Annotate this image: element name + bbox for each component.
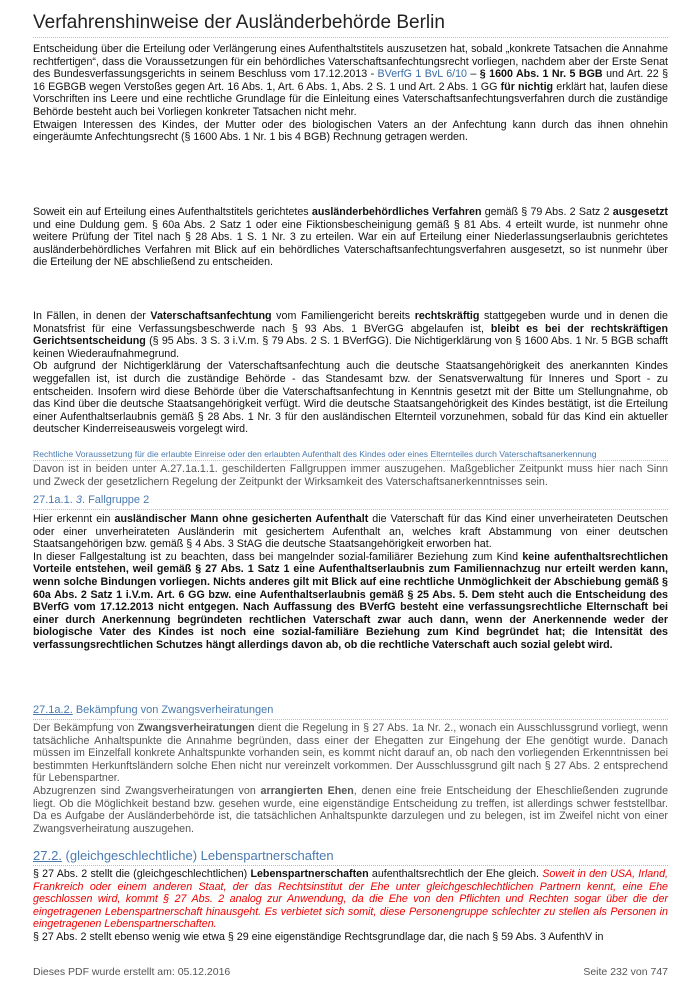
footer-created-date: Dieses PDF wurde erstellt am: 05.12.2016	[33, 966, 231, 978]
page-title: Verfahrenshinweise der Ausländerbehörde Berlin	[33, 12, 445, 33]
text-bold: ausgesetzt	[612, 206, 668, 218]
paragraph-proceedings	[33, 206, 668, 269]
section-heading-zwangsverheiratungen	[33, 704, 273, 716]
text: erklärt hat, laufen diese Vorschriften ins Leere und eine rechtliche Grundlage für die Einleitung eines Vaterschaftsanfechtungsverfahren durch die zuständige Behörde besteht auch bei Vorliegen konkreter Tatsachen nicht mehr.	[33, 80, 668, 118]
divider	[33, 37, 668, 38]
text: Hier erkennt ein	[33, 513, 115, 525]
text: , denen eine freie Entscheidung der Eheschließenden zugrunde liegt. Ob die Möglichkeit bestand bzw. gesehen wurde, eine eigenständige Entscheidung zu treffen, ist allerdings schwer feststellbar. Da es Aufgabe der Ausländerbehörde ist, die tatsächlichen Anhaltspunkte darzulegen und zu belegen, ist im Zweifel nicht von einer Zwangsverheiratung auszugehen.	[33, 784, 669, 835]
section-subnumber: 3	[75, 494, 82, 506]
text-bold: Lebenspartnerschaften	[250, 868, 369, 880]
text: aufenthaltsrechtlich der Ehe gleich.	[368, 868, 543, 880]
text: dient die Regelung in § 27 Abs. 1a Nr. 2., wonach ein Ausschlussgrund vorliegt, wenn tatsächliche Anhaltspunkte die Annahme begründen, dass einer der Ehegatten zur Eingehung der Ehe genötigt wurde. Danach müssen im Einzelfall konkrete Anhaltspunkte vorhanden sein, es kommt nicht darauf an, ob nach den vorliegenden Erkenntnissen bei bestimmten Herkunftsländern solche Ehen nicht nur vereinzelt vorkommen. Der Ausschlussgrund gilt nach § 27 Abs. 2 entsprechend für Lebenspartner.	[33, 722, 668, 785]
text: stattgegeben wurde und in denen die Monatsfrist für eine Verfassungsbeschwerde nach § 93 Abs. 1 BVerGG abgelaufen ist,	[33, 310, 669, 335]
paragraph-zwangsverheiratungen	[33, 722, 668, 835]
text-bold: arrangierten Ehen	[260, 784, 354, 797]
paragraph-final-decision	[33, 310, 668, 436]
text: In Fällen, in denen der	[33, 310, 151, 322]
text: –	[467, 68, 480, 81]
section-heading-lebenspartnerschaften	[33, 848, 334, 863]
court-decision-link[interactable]: BVerfG 1 BvL 6/10	[377, 68, 468, 81]
text-bold: ausländerbehördliches Verfahren	[311, 206, 482, 218]
section-title: (gleichgeschlechtliche) Lebenspartnerschaften	[61, 848, 334, 863]
text: Ob aufgrund der Nichtigerklärung der Vaterschaftsanfechtung auch die deutsche Staatsangehörigkeit des anerkannten Kindes weggefallen ist, ist durch die zuständige Behörde - das Standesamt bzw. der Senatsverwaltung für Inneres und Sport - zu entscheiden. Insofern wird diese Behörde über die Vaterschaftsanfechtung in Kenntnis gesetzt mit der Bitte um Stellungnahme, ob das Kind über die deutsche Staatsangehörigkeit verfügt. Wird die deutsche Staatsangehörigkeit des Kindes bestätigt, ist die Erteilung einer Aufenthaltserlaubnis gemäß § 28 Abs. 1 Nr. 3 für den ausländischen Elternteil vorzunehmen, sobald für das Kind ein aktueller deutscher Kinderreiseausweis vorgelegt wird.	[33, 360, 668, 436]
text: Etwaigen Interessen des Kindes, der Mutter oder des biologischen Vaters an der Anfechtung kann durch das ihnen ohnehin eingeräumte Anfechtungsrecht (§ 1600 Abs. 1 Nr. 1 bis 4 BGB) Rechnung getragen werden.	[33, 118, 668, 144]
section-heading-fallgruppe-2	[33, 494, 149, 506]
text-highlighted: Soweit in den USA, Irland, Frankreich oder einem anderen Staat, der das Rechtsinstitut der Ehe unter gleichgeschlechtlichen Partnern kennt, eine Ehe geschlossen wird, kommt § 27 Abs. 2 analog zur Anwendung, da die Ehe von den Pflichten und Rechten sogar über die der eingetragenen Lebenspartnerschaft hinausgeht. Es verbietet sich somit, diese Personengruppe schlechter zu stellen als Personen in eingetragenen Lebenspartnerschaften.	[33, 868, 669, 931]
divider	[33, 719, 668, 720]
paragraph-suspension	[33, 43, 668, 144]
paragraph-timing	[33, 463, 668, 488]
text: die Vaterschaft für das Kind einer unverheirateten Deutschen oder einer unverheirateten Ausländerin mit gesichertem Aufenthalt an, welches kraft Abstammung von einer deutschen Staatsangehörigen bzw. gemäß § 4 Abs. 3 StAG die deutsche Staatsangehörigkeit erworben hat.	[33, 513, 668, 551]
divider	[33, 460, 668, 461]
paragraph-lebenspartnerschaften	[33, 868, 668, 944]
section-number-link[interactable]: 27.2.	[33, 848, 62, 863]
text-bold: bleibt es bei der rechtskräftigen Gerichtsentscheidung	[33, 322, 668, 348]
divider	[33, 509, 668, 510]
section-title: Bekämpfung von Zwangsverheiratungen	[72, 704, 274, 716]
text-bold: ausländischer Mann ohne gesicherten Aufenthalt	[114, 513, 369, 525]
text: In dieser Fallgestaltung ist zu beachten, dass bei mangelnder sozial-familiärer Beziehung zum Kind	[33, 550, 523, 563]
text: (§ 95 Abs. 3 S. 3 i.V.m. § 79 Abs. 2 S. 1 BVerfGG). Die Nichtigerklärung von § 1600 Abs. 1 Nr. 5 BGB schafft keinen Wiederaufnahmegrund.	[33, 335, 668, 360]
text-bold: rechtskräftig	[414, 310, 480, 322]
section-note: Rechtliche Voraussetzung für die erlaubte Einreise oder den erlaubten Aufenthalt des Kindes oder eines Elternteiles durch Vaterschaftsanerkennung	[33, 449, 597, 459]
text: und Art. 22 § 16 EGBGB wegen Verstoßes gegen Art. 16 Abs. 1, Art. 6 Abs. 1, Abs. 2 S. 1 und Art. 2 Abs. 1 GG	[33, 68, 669, 93]
section-title: . Fallgruppe 2	[81, 494, 150, 506]
text: gemäß § 79 Abs. 2 Satz 2	[481, 206, 613, 218]
text: vom Familiengericht bereits	[271, 310, 415, 322]
text: Davon ist in beiden unter A.27.1a.1.1. geschilderten Fallgruppen immer auszugehen. Maßgeblicher Zeitpunkt muss hier nach Sinn und Zweck der gesetzlichern Regelung der Zeitpunkt der Wirksamkeit des Vaterschaftsanerkenntnisses sein.	[33, 463, 668, 488]
text-bold: § 1600 Abs. 1 Nr. 5 BGB	[479, 68, 603, 81]
text-bold: Zwangsverheiratungen	[137, 722, 255, 734]
section-number: 27.1a.1.	[33, 494, 73, 506]
text-bold: Vaterschaftsanfechtung	[150, 310, 272, 322]
text-bold: für nichtig	[500, 80, 554, 93]
section-number-link[interactable]: 27.1a.2.	[33, 704, 73, 716]
paragraph-fallgruppe-2	[33, 513, 668, 652]
text: Entscheidung über die Erteilung oder Verlängerung eines Aufenthaltstitels auszusetzen hat, sobald „konkrete Tatsachen die Annahme rechtfertigen“, dass die Voraussetzungen für ein behördliches Vaterschaftsanfechtungsrecht vorliegen, nachdem aber der Erste Senat des Bundesverfassungsgerichts in seinem Beschluss vom 17.12.2013 -	[33, 43, 668, 81]
text-bold: keine aufenthaltsrechtlichen Vorteile entstehen, weil gemäß § 27 Abs. 1 Satz 1 eine Aufenthaltserlaubnis zum Familiennachzug nur erteilt werden kann, wenn solche Bindungen vorliegen. Nichts anderes gilt mit Blick auf eine rechtliche Unmöglichkeit der Abschiebung gemäß § 60a Abs. 2 Satz 1 i.V.m. Art. 6 GG bzw. eine Aufenthaltserlaubnis gemäß § 25 Abs. 5. Dem steht auch die Entscheidung des BVerfG vom 17.12.2013 nicht entgegen. Nach Auffassung des BVerfG besteht eine verfassungsrechtliche Elternschaft bei einer durch Anerkennung begründeten rechtlichen Vaterschaft zwar auch dann, wenn der Anerkennende weder der biologische Vater des Kindes ist noch eine sozial-familiäre Beziehung zum Kind begründet hat; die Intensität des verfassungsrechtlichen Schutzes hängt allerdings davon ab, ob die rechtliche Vaterschaft auch sozial gelebt wird.	[33, 550, 668, 651]
text: § 27 Abs. 2 stellt ebenso wenig wie etwa § 29 eine eigenständige Rechtsgrundlage dar, die nach § 59 Abs. 3 AufenthV in	[33, 930, 604, 943]
text: und eine Duldung gem. § 60a Abs. 2 Satz 1 oder eine Fiktionsbescheinigung gemäß § 81 Abs. 4 erteilt wurde, ist nunmehr ohne weitere Prüfung der Titel nach § 28 Abs. 1 S. 1 Nr. 3 zu erteilen. War ein auf Erteilung einer Niederlassungserlaubnis gerichtetes ausländerbehördliches Verfahren mit Blick auf ein behördliches Vaterschaftsanfechtungsverfahren ausgesetzt, so ist nunmehr über die Erteilung der NE abschließend zu entscheiden.	[33, 218, 668, 269]
text: § 27 Abs. 2 stellt die (gleichgeschlechtlichen)	[33, 868, 251, 880]
divider	[33, 865, 668, 866]
footer-page-number: Seite 232 von 747	[583, 966, 668, 978]
text: Abzugrenzen sind Zwangsverheiratungen von	[33, 784, 261, 797]
text: Soweit ein auf Erteilung eines Aufenthaltstitels gerichtetes	[33, 206, 312, 218]
text: Der Bekämpfung von	[33, 722, 138, 734]
